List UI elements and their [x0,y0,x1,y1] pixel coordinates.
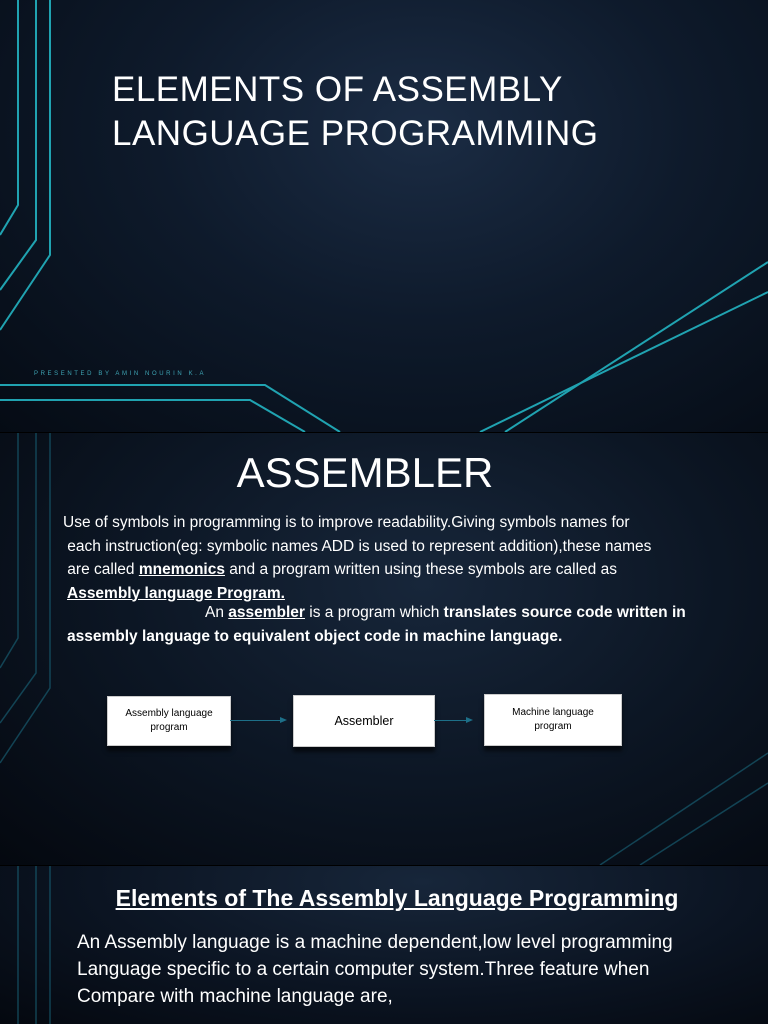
title-line-2: LANGUAGE PROGRAMMING [112,114,599,153]
assembler-box: Assembler [293,695,435,747]
arrow-icon [466,717,473,723]
circuit-lines-decoration [0,0,768,432]
box-label-line: program [150,722,188,733]
assembler-term: assembler [228,604,305,621]
slide-body-text [77,929,673,1010]
paragraph-line [67,601,747,625]
assembler-paragraph-2 [67,601,747,648]
machine-program-box [484,694,622,746]
text-run: translates source code written in [443,604,686,621]
box-label-line: program [534,721,572,732]
box-label-line: Assembly language [125,708,213,719]
paragraph-line: Use of symbols in programming is to improve readability.Giving symbols names for [63,514,630,531]
text-run: are called [63,561,139,578]
body-line: Compare with machine language are, [77,986,393,1007]
arrow-line [434,720,466,721]
mnemonics-term: mnemonics [138,561,225,578]
presenter-credit: PRESENTED BY AMIN NOURIN K.A [34,371,207,377]
slide-title: Elements of The Assembly Language Programming [115,885,679,911]
assembly-language-program-term: Assembly language Program. [67,584,285,602]
text-run: and a program written using these symbols are called as [224,561,617,578]
paragraph-line: each instruction(eg: symbolic names ADD is used to represent addition),these names [63,537,652,555]
assembly-program-box [107,696,231,746]
elements-slide [0,866,768,1024]
box-label-line: Machine language [512,707,594,718]
body-line: An Assembly language is a machine dependent,low level programming [77,932,673,953]
assembler-paragraph-1 [63,511,743,605]
arrow-line [230,720,280,721]
assembler-slide [0,433,768,865]
text-run: An [205,604,229,621]
presentation-title [112,68,598,156]
slide-title: ASSEMBLER [236,449,494,496]
arrow-icon [280,717,287,723]
circuit-lines-decoration [0,433,768,865]
text-run: is a program which [304,604,444,621]
title-line-1: ELEMENTS OF ASSEMBLY [112,70,563,109]
title-slide [0,0,768,432]
paragraph-line: assembly language to equivalent object code in machine language. [67,627,563,645]
body-line: Language specific to a certain computer system.Three feature when [77,959,650,980]
paragraph-line [63,558,743,582]
